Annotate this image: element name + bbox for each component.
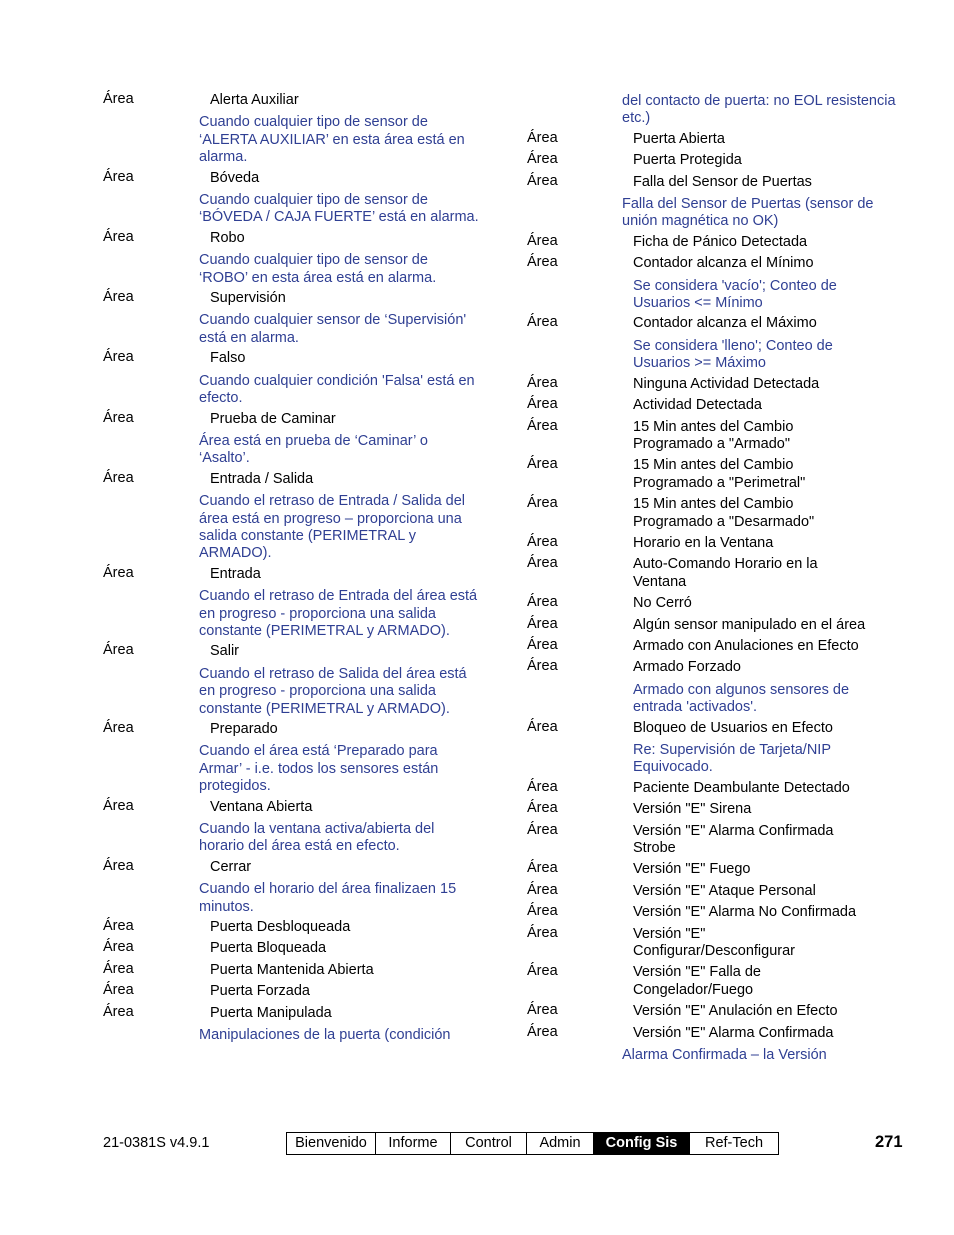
entry-label: Área — [103, 918, 134, 935]
entry-value: Puerta Protegida — [633, 152, 742, 169]
entry-row — [527, 495, 897, 534]
entry-value: Bloqueo de Usuarios en Efecto — [633, 719, 833, 736]
entry-row — [527, 1002, 897, 1023]
entry-value: Prueba de Caminar — [210, 410, 336, 427]
entry-label: Área — [103, 720, 134, 736]
entry-row — [527, 130, 897, 151]
entry-label: Área — [527, 778, 558, 795]
entry-description: Cuando cualquier tipo de sensor de ‘BÓVEDA / CAJA FUERTE’ está en alarma. — [199, 192, 479, 226]
entry-value: Cerrar — [210, 858, 252, 875]
entry-value: Algún sensor manipulado en el área — [633, 616, 866, 633]
entry-row — [103, 289, 483, 310]
entry-description: Alarma Confirmada – la Versión — [622, 1047, 827, 1064]
entry-label: Área — [103, 91, 134, 107]
entry-description: Se considera 'vacío'; Conteo de Usuarios <= Mínimo — [633, 277, 837, 312]
entry-row — [103, 918, 483, 939]
entry-row — [527, 882, 897, 903]
entry-row — [103, 642, 483, 663]
entry-label: Área — [527, 800, 558, 817]
entry-value: Versión "E" Configurar/Desconfigurar — [633, 925, 795, 960]
entry-value: Contador alcanza el Máximo — [633, 315, 817, 332]
entry-label: Área — [103, 168, 134, 185]
entry-row — [527, 555, 897, 594]
entry-description: Re: Supervisión de Tarjeta/NIP Equivocado. — [633, 742, 831, 776]
entry-description: Armado con algunos sensores de entrada 'activados'. — [633, 681, 850, 716]
entry-value: Versión "E" Anulación en Efecto — [633, 1003, 838, 1020]
entry-description: Área está en prueba de ‘Caminar’ o ‘Asalto’. — [199, 432, 428, 467]
entry-description: Cuando cualquier tipo de sensor de ‘ALERTA AUXILIAR’ en esta área está en alarma. — [199, 114, 465, 166]
entry-value: Alerta Auxiliar — [210, 92, 299, 108]
entry-label: Área — [527, 881, 558, 898]
entry-label: Área — [527, 963, 558, 980]
entry-value: Ventana Abierta — [210, 798, 313, 815]
entry-value: Puerta Mantenida Abierta — [210, 961, 374, 978]
entry-row — [103, 169, 483, 190]
entry-value: 15 Min antes del Cambio Programado a "Desarmado" — [633, 496, 815, 530]
entry-label: Área — [527, 718, 558, 735]
entry-value: Versión "E" Alarma Confirmada Strobe — [633, 822, 834, 857]
left-column — [103, 91, 483, 1047]
entry-value: Versión "E" Sirena — [633, 801, 752, 818]
entry-row — [527, 396, 897, 417]
entry-row — [527, 418, 897, 457]
entry-label: Área — [103, 939, 134, 956]
entry-description: Cuando el área está ‘Preparado para Armar’ - i.e. todos los sensores están protegidos. — [199, 743, 439, 795]
entry-row — [527, 151, 897, 172]
entry-row — [527, 822, 897, 861]
page-number: 271 — [875, 1133, 903, 1151]
entry-label: Área — [527, 924, 558, 941]
entry-label: Área — [527, 533, 558, 550]
entry-row — [527, 963, 897, 1002]
entry-row — [527, 658, 897, 679]
entry-label: Área — [527, 129, 558, 146]
entry-label: Área — [527, 417, 558, 434]
entry-label: Área — [527, 456, 558, 473]
entry-row — [103, 798, 483, 819]
entry-value: Actividad Detectada — [633, 397, 762, 414]
tab-informe[interactable]: Informe — [376, 1133, 451, 1154]
entry-value: Horario en la Ventana — [633, 534, 774, 551]
entry-value: 15 Min antes del Cambio Programado a "Armado" — [633, 418, 794, 452]
document-code: 21-0381S v4.9.1 — [103, 1135, 210, 1151]
entry-row — [527, 779, 897, 800]
entry-value: Versión "E" Alarma No Confirmada — [633, 904, 857, 921]
entry-label: Área — [527, 594, 558, 611]
entry-value: Salir — [210, 643, 240, 660]
entry-value: Puerta Forzada — [210, 983, 310, 1000]
right-column — [527, 91, 897, 1067]
entry-row — [103, 229, 483, 250]
entry-label: Área — [527, 495, 558, 512]
entry-row — [527, 1024, 897, 1045]
tab-ref-tech[interactable]: Ref-Tech — [690, 1133, 778, 1154]
entry-label: Área — [103, 857, 134, 874]
entry-value: Versión "E" Alarma Confirmada — [633, 1024, 834, 1041]
entry-value: Versión "E" Ataque Personal — [633, 882, 816, 899]
entry-label: Área — [103, 1003, 134, 1020]
entry-value: Supervisión — [210, 290, 286, 307]
entry-value: Bóveda — [210, 169, 260, 186]
entry-row — [103, 1004, 483, 1025]
entry-value: Puerta Abierta — [633, 130, 725, 147]
entry-label: Área — [103, 289, 134, 306]
entry-row — [527, 233, 897, 254]
entry-description: Cuando cualquier sensor de ‘Supervisión' está en alarma. — [199, 312, 467, 346]
page-footer — [0, 1131, 954, 1157]
entry-description: Cuando el retraso de Salida del área está en progreso - proporciona una salida constante (PERIMETRAL y ARMADO). — [199, 665, 467, 717]
entry-row — [103, 349, 483, 370]
entry-row — [527, 637, 897, 658]
entry-label: Área — [527, 232, 558, 249]
entry-value: Entrada / Salida — [210, 470, 314, 487]
entry-value: 15 Min antes del Cambio Programado a "Perimetral" — [633, 457, 806, 491]
entry-row — [527, 616, 897, 637]
entry-value: Armado Forzado — [633, 659, 741, 676]
entry-label: Área — [103, 982, 134, 999]
entry-label: Área — [103, 469, 134, 486]
entry-label: Área — [103, 642, 134, 659]
entry-row — [527, 456, 897, 495]
entry-label: Área — [527, 615, 558, 632]
entry-row — [527, 800, 897, 821]
entry-row — [527, 314, 897, 335]
entry-label: Área — [527, 1002, 558, 1019]
entry-description: Falla del Sensor de Puertas (sensor de unión magnética no OK) — [622, 196, 874, 230]
entry-label: Área — [103, 228, 134, 245]
entry-description: Se considera 'lleno'; Conteo de Usuarios >= Máximo — [633, 337, 833, 372]
tab-control[interactable]: Control — [451, 1133, 527, 1154]
entry-label: Área — [527, 860, 558, 877]
entry-row — [527, 254, 897, 275]
entry-row — [103, 410, 483, 431]
entry-value: Versión "E" Fuego — [633, 861, 751, 878]
entry-value: Contador alcanza el Mínimo — [633, 255, 814, 272]
entry-label: Área — [527, 658, 558, 675]
entry-description: Cuando cualquier tipo de sensor de ‘ROBO’ en esta área está en alarma. — [199, 252, 437, 286]
entry-label: Área — [527, 903, 558, 920]
entry-row — [527, 375, 897, 396]
entry-label: Área — [527, 636, 558, 653]
entry-row — [103, 858, 483, 879]
entry-description: Cuando la ventana activa/abierta del horario del área está en efecto. — [199, 821, 435, 855]
entry-row — [527, 925, 897, 964]
entry-row — [103, 91, 483, 112]
tab-config-sis[interactable]: Config Sis — [594, 1133, 690, 1154]
entry-row — [527, 903, 897, 924]
entry-value: Puerta Manipulada — [210, 1004, 332, 1021]
entry-row — [527, 173, 897, 194]
entry-label: Área — [103, 349, 134, 366]
entry-label: Área — [527, 374, 558, 391]
entry-label: Área — [527, 172, 558, 189]
entry-value: Robo — [210, 229, 245, 246]
entry-label: Área — [527, 314, 558, 331]
entry-row — [103, 565, 483, 586]
entry-description: Cuando el retraso de Entrada del área está en progreso - proporciona una salida constante (PERIMETRAL y ARMADO). — [199, 588, 478, 639]
entry-value: Versión "E" Falla de Congelador/Fuego — [633, 964, 761, 998]
entry-description: Cuando el retraso de Entrada / Salida del área está en progreso – proporciona una salida constante (PERIMETRAL y ARMADO). — [199, 493, 466, 562]
entry-value: Falso — [210, 350, 246, 367]
entry-description: Cuando el horario del área finalizaen 15 minutos. — [199, 881, 457, 915]
entry-label: Área — [527, 821, 558, 838]
entry-value: Falla del Sensor de Puertas — [633, 173, 812, 190]
entry-description: Manipulaciones de la puerta (condición — [199, 1027, 451, 1044]
entry-value: Auto-Comando Horario en la Ventana — [633, 556, 818, 590]
entry-row — [103, 720, 483, 741]
entry-value: Paciente Deambulante Detectado — [633, 779, 850, 796]
entry-label: Área — [527, 555, 558, 572]
entry-row — [103, 470, 483, 491]
entry-description: Cuando cualquier condición 'Falsa' está en efecto. — [199, 372, 475, 407]
entry-value: Puerta Bloqueada — [210, 940, 327, 957]
entry-row — [103, 961, 483, 982]
entry-row — [527, 594, 897, 615]
entry-value: Entrada — [210, 565, 261, 582]
entry-value: Puerta Desbloqueada — [210, 919, 351, 936]
entry-value: Ficha de Pánico Detectada — [633, 233, 808, 250]
entry-row — [103, 982, 483, 1003]
entry-row — [527, 860, 897, 881]
entry-label: Área — [103, 564, 134, 581]
entry-label: Área — [527, 254, 558, 271]
entry-row — [103, 939, 483, 960]
entry-value: Preparado — [210, 721, 278, 737]
entry-row — [527, 534, 897, 555]
tab-bienvenido[interactable]: Bienvenido — [287, 1133, 376, 1154]
entry-label: Área — [103, 797, 134, 814]
entry-label: Área — [103, 409, 134, 426]
entry-label: Área — [527, 1023, 558, 1040]
entry-value: No Cerró — [633, 595, 692, 612]
entry-label: Área — [527, 396, 558, 413]
entry-description: del contacto de puerta: no EOL resistencia etc.) — [622, 93, 896, 127]
section-nav-bar — [286, 1132, 779, 1155]
entry-value: Armado con Anulaciones en Efecto — [633, 637, 859, 654]
tab-admin[interactable]: Admin — [527, 1133, 594, 1154]
entry-row — [527, 719, 897, 740]
entry-value: Ninguna Actividad Detectada — [633, 375, 820, 392]
entry-label: Área — [527, 151, 558, 168]
entry-label: Área — [103, 960, 134, 977]
